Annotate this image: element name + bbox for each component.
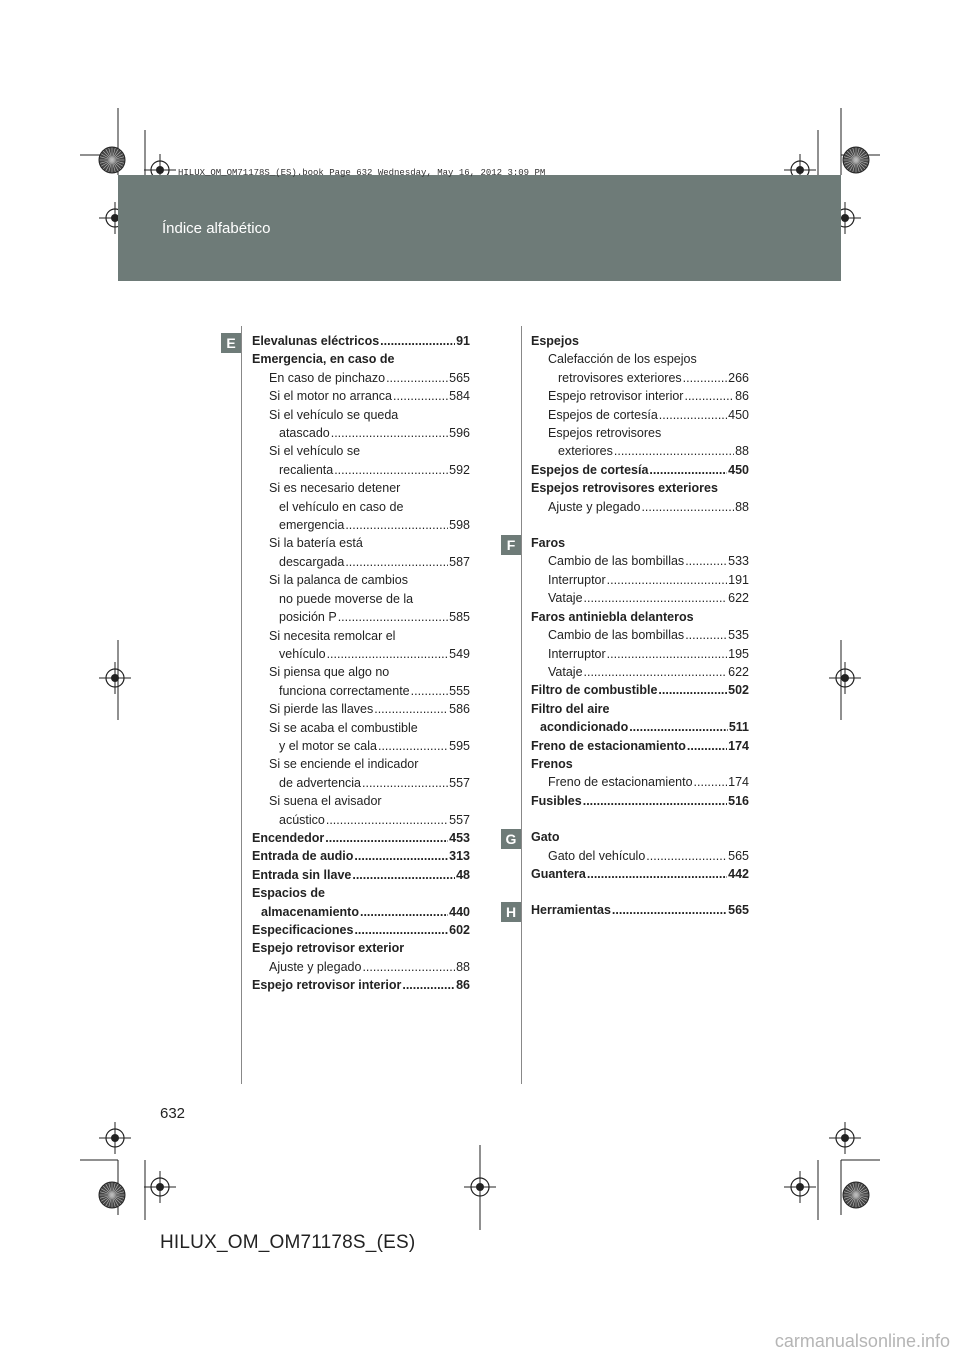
index-entry <box>252 369 470 387</box>
letter-tab: H <box>501 902 521 922</box>
index-heading: Espejos retrovisores exteriores <box>531 481 718 496</box>
entry-label: Freno de estacionamiento <box>548 775 693 790</box>
entry-page: 88 <box>456 959 470 974</box>
dot-leader <box>684 387 734 405</box>
dot-leader <box>378 737 448 755</box>
entry-page: 587 <box>449 554 470 569</box>
entry-label: Espejos de cortesía <box>548 407 658 422</box>
entry-label: atascado <box>279 426 330 441</box>
entry-label: Interruptor <box>548 646 606 661</box>
index-entry <box>531 626 749 644</box>
entry-label: y el motor se cala <box>279 738 377 753</box>
entry-page: 86 <box>456 978 470 993</box>
entry-page: 88 <box>735 444 749 459</box>
entry-label: Especificaciones <box>252 923 354 937</box>
entry-label: retrovisores exteriores <box>558 370 682 385</box>
entry-label: Fusibles <box>531 793 582 808</box>
entry-page: 549 <box>449 646 470 661</box>
entry-page: 511 <box>728 720 749 735</box>
entry-label: En caso de pinchazo <box>269 370 386 385</box>
index-subline: Si necesita remolcar el <box>269 628 396 643</box>
entry-page: 266 <box>728 370 749 385</box>
index-entry <box>531 571 749 589</box>
entry-page: 586 <box>449 702 470 717</box>
entry-label: Encendedor <box>252 830 325 845</box>
index-entry <box>252 682 470 700</box>
watermark: carmanualsonline.info <box>774 1331 950 1351</box>
index-entry <box>531 589 749 607</box>
index-entry <box>252 553 470 571</box>
index-entry <box>531 847 749 865</box>
entry-label: Ajuste y plegado <box>269 959 362 974</box>
dot-leader <box>683 369 727 387</box>
entry-page: 602 <box>449 923 470 937</box>
index-entry <box>252 608 470 626</box>
index-entry <box>531 901 749 919</box>
index-heading: Gato <box>531 830 560 845</box>
index-entry <box>531 773 749 791</box>
index-subline: Si la batería está <box>269 536 363 551</box>
index-entry <box>252 774 470 792</box>
right-column-rule <box>521 326 522 1084</box>
index-entry <box>531 792 749 810</box>
entry-page: 191 <box>728 572 749 587</box>
dot-leader <box>411 682 449 700</box>
index-entry <box>531 681 749 699</box>
entry-label: Guantera <box>531 866 586 881</box>
entry-label: exteriores <box>558 444 613 459</box>
crosshair-mark <box>99 1122 131 1154</box>
dot-leader <box>326 811 448 829</box>
entry-page: 565 <box>449 370 470 385</box>
entry-page: 585 <box>449 610 470 625</box>
index-entry <box>252 921 470 939</box>
entry-label: posición P <box>279 610 337 625</box>
dot-leader <box>685 552 727 570</box>
index-entry <box>252 976 470 994</box>
index-entry <box>252 866 470 884</box>
crosshair-mark <box>99 662 131 694</box>
entry-label: de advertencia <box>279 775 362 790</box>
entry-page: 555 <box>449 683 470 698</box>
index-entry <box>531 663 749 681</box>
index-entry <box>252 387 470 405</box>
dot-leader <box>584 589 728 607</box>
entry-label: Cambio de las bombillas <box>548 628 685 643</box>
entry-label: Freno de estacionamiento <box>531 738 686 753</box>
registration-rosette <box>843 1182 869 1208</box>
entry-label: Vataje <box>548 591 583 606</box>
entry-label: Si pierde las llaves <box>269 702 374 717</box>
index-entry <box>531 498 749 516</box>
dot-leader <box>325 829 448 847</box>
dot-leader <box>646 847 727 865</box>
dot-leader <box>354 921 448 939</box>
group-gap <box>531 516 749 534</box>
entry-label: emergencia <box>279 518 345 533</box>
crosshair-mark <box>829 1122 861 1154</box>
entry-label: Gato del vehículo <box>548 848 646 863</box>
crosshair-mark <box>144 1171 176 1203</box>
index-entry <box>252 811 470 829</box>
index-heading: Espejo retrovisor exterior <box>252 941 405 956</box>
index-subline: Calefacción de los espejos <box>548 352 697 367</box>
entry-label: Vataje <box>548 664 583 679</box>
registration-rosette <box>843 147 869 173</box>
dot-leader <box>607 645 727 663</box>
crosshair-mark <box>464 1171 496 1203</box>
index-entry <box>531 865 749 883</box>
entry-page: 450 <box>728 407 749 422</box>
dot-leader <box>583 792 727 810</box>
entry-label: Si el motor no arranca <box>269 389 392 404</box>
index-subline: Espejos retrovisores <box>548 426 662 441</box>
entry-page: 557 <box>449 775 470 790</box>
dot-leader <box>380 332 455 350</box>
letter-tab: E <box>221 333 241 353</box>
index-entry <box>252 645 470 663</box>
dot-leader <box>327 645 449 663</box>
index-entry <box>252 700 470 718</box>
entry-label: descargada <box>279 554 345 569</box>
entry-page: 592 <box>449 462 470 477</box>
entry-label: vehículo <box>279 646 326 661</box>
dot-leader <box>641 498 734 516</box>
index-column-left <box>252 332 470 995</box>
index-subline: Si se acaba el combustible <box>269 720 418 735</box>
index-entry <box>252 847 470 865</box>
entry-label: Espejo retrovisor interior <box>548 389 684 404</box>
dot-leader <box>354 847 448 865</box>
entry-page: 565 <box>728 848 749 863</box>
index-entry <box>252 958 470 976</box>
index-entry <box>531 718 749 736</box>
entry-label: Filtro de combustible <box>531 683 658 698</box>
entry-page: 48 <box>456 867 470 882</box>
dot-leader <box>659 406 727 424</box>
entry-page: 450 <box>728 462 749 477</box>
index-entry <box>252 424 470 442</box>
index-entry <box>252 829 470 847</box>
dot-leader <box>614 442 734 460</box>
entry-page: 453 <box>449 830 470 845</box>
entry-page: 442 <box>728 866 749 881</box>
section-title: Índice alfabético <box>162 220 271 237</box>
dot-leader <box>345 516 448 534</box>
entry-page: 516 <box>728 793 749 808</box>
entry-page: 174 <box>728 775 749 790</box>
index-subline: Si el vehículo se queda <box>269 407 399 422</box>
entry-label: Interruptor <box>548 572 606 587</box>
index-subline: el vehículo en caso de <box>279 499 404 514</box>
dot-leader <box>362 958 455 976</box>
dot-leader <box>629 718 728 736</box>
entry-page: 502 <box>728 683 749 698</box>
dot-leader <box>386 369 448 387</box>
entry-page: 313 <box>449 849 470 864</box>
entry-page: 595 <box>449 738 470 753</box>
entry-label: Espejo retrovisor interior <box>252 978 402 993</box>
group-gap <box>531 883 749 901</box>
index-heading: Faros <box>531 536 566 551</box>
entry-page: 557 <box>449 812 470 827</box>
index-subline: Si se enciende el indicador <box>269 757 419 772</box>
index-subline: Si la palanca de cambios <box>269 573 408 588</box>
document-code: HILUX_OM_OM71178S_(ES) <box>160 1232 416 1253</box>
entry-label: almacenamiento <box>261 904 359 919</box>
entry-label: Ajuste y plegado <box>548 499 641 514</box>
dot-leader <box>360 903 448 921</box>
dot-leader <box>687 737 727 755</box>
registration-rosette <box>99 1182 125 1208</box>
index-entry <box>531 645 749 663</box>
dot-leader <box>612 901 727 919</box>
dot-leader <box>338 608 448 626</box>
entry-page: 533 <box>728 554 749 569</box>
index-entry <box>252 461 470 479</box>
dot-leader <box>584 663 728 681</box>
entry-label: acondicionado <box>540 720 629 735</box>
entry-page: 174 <box>728 738 749 753</box>
entry-label: recalienta <box>279 462 334 477</box>
dot-leader <box>345 553 448 571</box>
dot-leader <box>352 866 455 884</box>
page-number: 632 <box>160 1105 186 1122</box>
index-entry <box>531 369 749 387</box>
index-subline: Si es necesario detener <box>269 481 401 496</box>
index-subline: no puede moverse de la <box>279 591 414 606</box>
entry-label: Espejos de cortesía <box>531 462 649 477</box>
entry-page: 195 <box>728 646 749 661</box>
entry-label: Cambio de las bombillas <box>548 554 685 569</box>
registration-rosette <box>99 147 125 173</box>
entry-label: Entrada de audio <box>252 849 354 864</box>
entry-label: Entrada sin llave <box>252 867 352 882</box>
dot-leader <box>334 461 448 479</box>
entry-label: Herramientas <box>531 903 611 918</box>
dot-leader <box>393 387 448 405</box>
entry-page: 565 <box>728 903 749 918</box>
entry-page: 598 <box>449 518 470 533</box>
index-entry <box>531 552 749 570</box>
letter-tab: F <box>501 535 521 555</box>
dot-leader <box>685 626 727 644</box>
entry-label: acústico <box>279 812 325 827</box>
entry-page: 622 <box>728 664 749 679</box>
index-heading: Espacios de <box>252 886 325 901</box>
entry-page: 622 <box>728 591 749 606</box>
index-column-right <box>531 332 749 920</box>
index-heading: Emergencia, en caso de <box>252 352 395 367</box>
index-subline: Si piensa que algo no <box>269 665 390 680</box>
entry-page: 440 <box>449 904 470 919</box>
index-entry <box>531 442 749 460</box>
index-heading: Espejos <box>531 334 579 348</box>
dot-leader <box>607 571 727 589</box>
entry-label: funciona correctamente <box>279 683 410 698</box>
entry-page: 596 <box>449 426 470 441</box>
index-entry <box>252 332 470 350</box>
index-entry <box>252 516 470 534</box>
index-entry <box>252 903 470 921</box>
index-entry <box>531 406 749 424</box>
crosshair-mark <box>829 662 861 694</box>
dot-leader <box>658 681 727 699</box>
dot-leader <box>694 773 728 791</box>
index-heading: Faros antiniebla delanteros <box>531 609 694 624</box>
index-heading: Filtro del aire <box>531 701 610 716</box>
dot-leader <box>331 424 448 442</box>
dot-leader <box>374 700 448 718</box>
index-entry <box>531 461 749 479</box>
dot-leader <box>362 774 448 792</box>
file-stamp: HILUX_OM_OM71178S_(ES).book Page 632 Wednesday, May 16, 2012 3:09 PM <box>178 168 546 178</box>
index-subline: Si el vehículo se <box>269 444 361 459</box>
index-heading: Frenos <box>531 756 573 771</box>
entry-page: 584 <box>449 389 470 404</box>
letter-tab: G <box>501 829 521 849</box>
dot-leader <box>587 865 727 883</box>
dot-leader <box>649 461 727 479</box>
group-gap <box>531 810 749 828</box>
index-subline: Si suena el avisador <box>269 794 382 809</box>
crosshair-mark <box>784 1171 816 1203</box>
left-column-rule <box>241 326 242 1084</box>
entry-page: 91 <box>456 334 470 348</box>
entry-page: 86 <box>735 389 749 404</box>
index-entry <box>531 387 749 405</box>
index-entry <box>252 737 470 755</box>
dot-leader <box>402 976 455 994</box>
index-entry <box>531 737 749 755</box>
entry-page: 88 <box>735 499 749 514</box>
entry-label: Elevalunas eléctricos <box>252 334 380 348</box>
entry-page: 535 <box>728 628 749 643</box>
